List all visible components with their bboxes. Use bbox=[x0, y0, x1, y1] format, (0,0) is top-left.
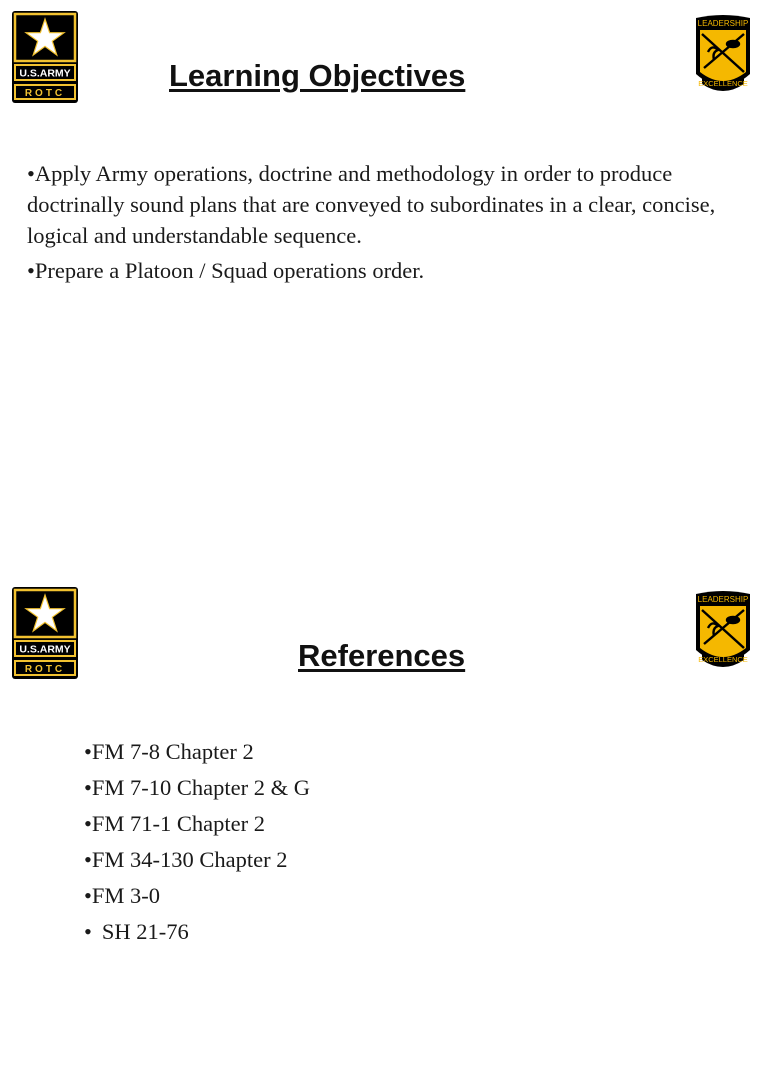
svg-text:ROTC: ROTC bbox=[24, 664, 66, 675]
army-rotc-logo bbox=[12, 11, 78, 103]
reference-text: FM 7-8 Chapter 2 bbox=[91, 739, 254, 764]
reference-item bbox=[84, 770, 310, 806]
bullet-icon: • bbox=[84, 739, 92, 764]
reference-text: SH 21-76 bbox=[101, 919, 189, 944]
rotc-shield-emblem bbox=[692, 12, 754, 94]
svg-text:LEADERSHIP: LEADERSHIP bbox=[697, 19, 749, 28]
objective-item bbox=[27, 158, 757, 251]
slide-learning-objectives bbox=[0, 0, 768, 512]
reference-item bbox=[84, 806, 310, 842]
svg-text:LEADERSHIP: LEADERSHIP bbox=[697, 595, 749, 604]
objectives-list bbox=[27, 158, 757, 290]
bullet-icon: • bbox=[27, 161, 35, 186]
bullet-icon: • bbox=[84, 883, 92, 908]
bullet-icon: • bbox=[84, 919, 92, 944]
objective-text: Prepare a Platoon / Squad operations order. bbox=[34, 258, 425, 283]
rotc-shield-emblem bbox=[692, 588, 754, 670]
army-rotc-logo bbox=[12, 587, 78, 679]
reference-text: FM 34-130 Chapter 2 bbox=[91, 847, 288, 872]
references-list bbox=[84, 734, 310, 950]
svg-text:U.S.ARMY: U.S.ARMY bbox=[19, 67, 71, 80]
svg-text:U.S.ARMY: U.S.ARMY bbox=[19, 643, 71, 656]
bullet-icon: • bbox=[84, 847, 92, 872]
svg-text:ROTC: ROTC bbox=[24, 88, 66, 99]
slide-title: Learning Objectives bbox=[169, 58, 466, 93]
objective-text: Apply Army operations, doctrine and methodology in order to produce doctrinally sound plans that are conveyed to subordinates in a clear, concise, logical and understandable sequence. bbox=[27, 161, 716, 248]
reference-text: FM 71-1 Chapter 2 bbox=[91, 811, 266, 836]
objective-item bbox=[27, 255, 757, 286]
reference-text: FM 3-0 bbox=[91, 883, 161, 908]
svg-text:EXCELLENCE: EXCELLENCE bbox=[698, 79, 748, 88]
bullet-icon: • bbox=[84, 811, 92, 836]
slide-title: References bbox=[298, 638, 466, 673]
reference-item bbox=[84, 734, 310, 770]
reference-item bbox=[84, 914, 310, 950]
reference-text: FM 7-10 Chapter 2 & G bbox=[91, 775, 311, 800]
bullet-icon: • bbox=[27, 258, 35, 283]
bullet-icon: • bbox=[84, 775, 92, 800]
svg-text:EXCELLENCE: EXCELLENCE bbox=[698, 655, 748, 664]
reference-item bbox=[84, 878, 310, 914]
slide-references bbox=[0, 576, 768, 1088]
reference-item bbox=[84, 842, 310, 878]
